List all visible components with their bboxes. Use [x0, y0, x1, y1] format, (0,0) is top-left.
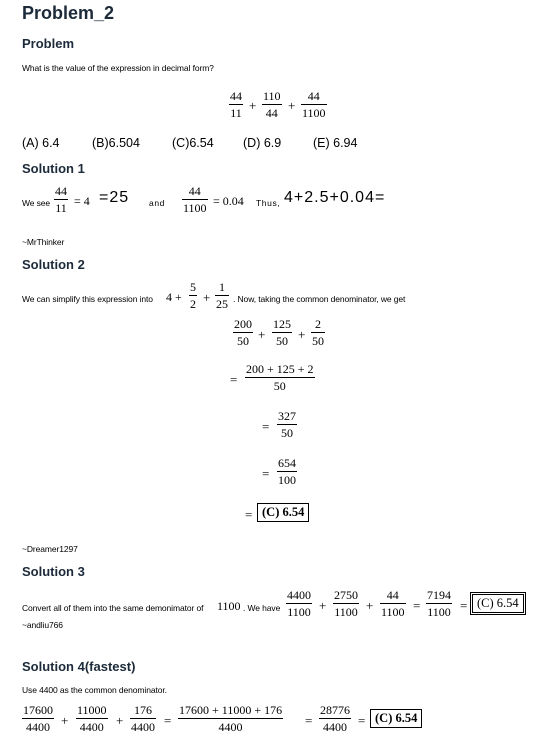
equals-sign: =: [460, 598, 468, 613]
denominator: 1100: [334, 605, 358, 619]
solution3-number: 1100: [217, 599, 241, 613]
denominator: 11: [55, 201, 67, 215]
solution3-fraction-1: [286, 589, 312, 618]
numerator: 110: [263, 89, 281, 103]
solution1-thus: Thus,: [256, 198, 281, 208]
solution1-eq25: =25: [99, 189, 130, 206]
solution2-heading: Solution 2: [22, 257, 85, 272]
solution4-answer-box: (C) 6.54: [370, 709, 422, 728]
solution4-heading: Solution 4(fastest): [22, 659, 136, 674]
solution4-text: Use 4400 as the common denominator.: [22, 685, 167, 695]
numerator: 44: [230, 89, 242, 103]
solution1-and: and: [149, 198, 165, 208]
solution2-l3-fraction: [277, 410, 297, 439]
solution2-l1-fraction-1: [233, 318, 253, 347]
solution2-fraction-1-25: [215, 281, 229, 310]
numerator: 200 + 125 + 2: [246, 362, 314, 376]
denominator: 11: [230, 106, 242, 120]
problem-question: What is the value of the expression in decimal form?: [22, 63, 214, 73]
solution3-text-b: . We have: [243, 603, 281, 613]
problem-fraction-3: [301, 90, 327, 119]
choice-a: (A) 6.4: [22, 136, 60, 150]
denominator: 1100: [302, 106, 326, 120]
denominator: 1100: [287, 605, 311, 619]
denominator: 50: [281, 426, 293, 440]
numerator: 28776: [320, 703, 350, 717]
solution4-fraction-1: [22, 704, 54, 733]
equals-sign: =: [245, 507, 253, 522]
solution2-intro-end: . Now, taking the common denominator, we get: [233, 294, 406, 304]
solution3-answer-box: (C) 6.54: [472, 594, 524, 613]
plus-sign: +: [288, 98, 296, 113]
denominator: 25: [216, 297, 228, 311]
plus-sign: +: [366, 598, 374, 613]
equals-sign: =: [305, 713, 313, 728]
solution3-fraction-4: [426, 589, 452, 618]
denominator: 1100: [427, 605, 451, 619]
solution2-l1-fraction-2: [272, 318, 292, 347]
solution2-author: ~Dreamer1297: [22, 544, 78, 554]
numerator: 654: [278, 456, 296, 470]
equals-sign: =: [413, 598, 421, 613]
solution2-intro: We can simplify this expression into: [22, 294, 153, 304]
denominator: 4400: [218, 720, 243, 734]
denominator: 50: [237, 334, 249, 348]
solution3-fraction-2: [333, 589, 359, 618]
numerator: 17600: [23, 703, 53, 717]
numerator: 1: [219, 280, 225, 294]
numerator: 44: [386, 588, 399, 602]
solution1-fraction-44-1100: [182, 185, 208, 214]
equals-sign: =: [230, 372, 238, 387]
solution1-sum: 4+2.5+0.04=: [284, 189, 386, 206]
numerator: 2: [315, 317, 321, 331]
solution2-l1-fraction-3: [311, 318, 325, 347]
problem-fraction-2: [262, 90, 282, 119]
numerator: 4400: [287, 588, 311, 602]
numerator: 44: [55, 184, 67, 198]
denominator: 50: [276, 334, 288, 348]
numerator: 44: [188, 184, 201, 198]
numerator: 125: [273, 317, 291, 331]
plus-sign: +: [319, 598, 327, 613]
solution1-fraction-44-11: [54, 185, 68, 214]
plus-sign: +: [258, 327, 266, 342]
solution2-answer-box: (C) 6.54: [257, 503, 309, 522]
numerator: 2750: [334, 588, 358, 602]
solution1-eq4: = 4: [74, 194, 90, 208]
denominator: 4400: [131, 720, 155, 734]
denominator: 50: [312, 334, 324, 348]
plus-sign: +: [116, 713, 124, 728]
solution2-4plus: 4 +: [166, 290, 182, 304]
numerator: 7194: [427, 588, 451, 602]
choice-b: (B)6.504: [92, 136, 140, 150]
denominator: 1100: [183, 201, 207, 215]
solution2-l2-fraction: [245, 363, 315, 392]
denominator: 44: [265, 106, 278, 120]
solution3-heading: Solution 3: [22, 564, 85, 579]
problem-fraction-1: [229, 90, 243, 119]
solution1-eq004: = 0.04: [213, 194, 244, 208]
solution3-text-a: Convert all of them into the same demonimator of: [22, 603, 204, 613]
plus-sign: +: [203, 290, 211, 305]
solution3-author: ~andliu766: [22, 620, 63, 630]
page-title: Problem_2: [22, 3, 115, 23]
denominator: 2: [190, 297, 196, 311]
denominator: 50: [273, 379, 286, 393]
numerator: 327: [278, 409, 296, 423]
numerator: 11000: [77, 703, 107, 717]
equals-sign: =: [262, 419, 270, 434]
denominator: 4400: [79, 720, 104, 734]
solution4-fraction-5: [319, 704, 351, 733]
plus-sign: +: [61, 713, 69, 728]
numerator: 200: [234, 317, 252, 331]
plus-sign: +: [298, 327, 306, 342]
solution1-heading: Solution 1: [22, 161, 85, 176]
solution2-l4-fraction: [277, 457, 297, 486]
choice-e: (E) 6.94: [313, 136, 358, 150]
numerator: 176: [134, 703, 152, 717]
solution2-fraction-5-2: [189, 281, 197, 310]
denominator: 4400: [26, 720, 50, 734]
equals-sign: =: [164, 713, 172, 728]
solution1-we-see: We see: [22, 198, 51, 208]
denominator: 100: [278, 473, 296, 487]
solution1-author: ~MrThinker: [22, 237, 65, 247]
plus-sign: +: [249, 98, 257, 113]
denominator: 4400: [323, 720, 347, 734]
denominator: 1100: [381, 605, 405, 619]
problem-heading: Problem: [22, 36, 75, 51]
solution3-fraction-3: [380, 589, 406, 618]
numerator: 44: [307, 89, 320, 103]
solution4-fraction-4: [178, 704, 283, 733]
equals-sign: =: [358, 713, 366, 728]
choice-c: (C)6.54: [172, 136, 214, 150]
numerator: 5: [190, 280, 196, 294]
numerator: 17600 + 11000 + 176: [179, 703, 283, 717]
equals-sign: =: [262, 466, 270, 481]
solution4-fraction-3: [130, 704, 156, 733]
choice-d: (D) 6.9: [243, 136, 282, 150]
solution4-fraction-2: [76, 704, 108, 733]
